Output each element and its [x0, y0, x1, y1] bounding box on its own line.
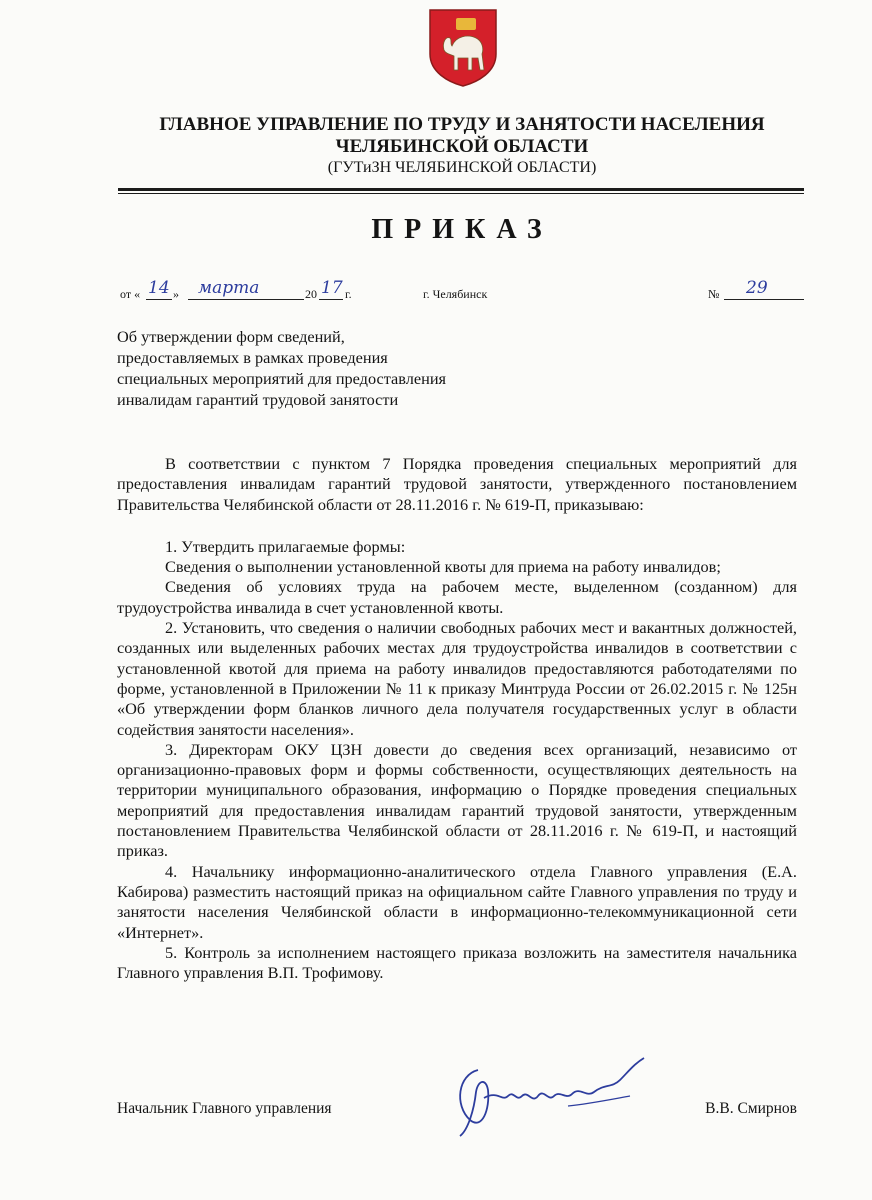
number-label: № — [708, 287, 720, 301]
header-divider-thin — [118, 193, 804, 194]
order-item-2: 2. Установить, что сведения о наличии свободных рабочих мест и вакантных должностей, созданных или выделенных рабочих местах для трудоустройства инвалидов в соответствии с установленной квотой для приема на работу инвалидов предоставляются работодателями по форме, установленной в Приложении № 11 к приказу Минтруда России от 26.02.2015 г. № 125н «Об утверждении форм бланков личного дела получателя государственных услуг в области содействия занятости населения». — [117, 618, 797, 739]
order-item-1-form-b: Сведения об условиях труда на рабочем месте, выделенном (созданном) для трудоустройства инвалида в счет установленной квоты. — [117, 577, 797, 617]
org-name-line-2: ЧЕЛЯБИНСКОЙ ОБЛАСТИ — [335, 136, 589, 157]
year-prefix: 20 — [305, 287, 317, 301]
handwritten-day: 14 — [148, 278, 170, 298]
document-type-heading: ПРИКАЗ — [371, 214, 553, 245]
signatory-name: В.В. Смирнов — [705, 1100, 797, 1117]
year-underline — [319, 299, 343, 300]
document-subject — [117, 326, 537, 410]
handwritten-month: марта — [198, 278, 260, 298]
dateline — [118, 278, 804, 304]
subject-line: специальных мероприятий для предоставления — [117, 369, 447, 388]
order-item-5: 5. Контроль за исполнением настоящего приказа возложить на заместителя начальника Главного управления В.П. Трофимову. — [117, 942, 797, 983]
number-underline — [724, 299, 804, 300]
order-item-1-form-a: Сведения о выполнении установленной квоты для приема на работу инвалидов; — [165, 557, 721, 577]
order-item-1: 1. Утвердить прилагаемые формы: — [165, 536, 406, 556]
org-name-line-1: ГЛАВНОЕ УПРАВЛЕНИЕ ПО ТРУДУ И ЗАНЯТОСТИ НАСЕЛЕНИЯ — [159, 114, 765, 135]
coat-of-arms-icon — [428, 8, 498, 88]
city-label: г. Челябинск — [423, 287, 488, 301]
date-from-label: от « — [120, 287, 141, 301]
handwritten-number: 29 — [746, 278, 768, 298]
preamble-paragraph: В соответствии с пунктом 7 Порядка проведения специальных мероприятий для предоставления инвалидам гарантий трудовой занятости, утвержденного постановлением Правительства Челябинской области от 28.11.2016 г. № 619-П, приказываю: — [117, 454, 797, 514]
date-quote-close: » — [173, 287, 179, 301]
year-suffix-label: г. — [345, 287, 352, 301]
organization-short-name: (ГУТиЗН ЧЕЛЯБИНСКОЙ ОБЛАСТИ) — [327, 159, 597, 176]
organization-name — [100, 114, 824, 158]
handwritten-year: 17 — [321, 278, 343, 298]
order-item-3: 3. Директорам ОКУ ЦЗН довести до сведения всех организаций, независимо от организационно-правовых форм и формы собственности, осуществляющих деятельность на территории муниципального образования, информацию о Порядке проведения специальных мероприятий для предоставления инвалидам гарантий трудовой занятости, утвержденным постановлением Правительства Челябинской области от 28.11.2016 г. № 619-П, и настоящий приказ. — [117, 739, 797, 861]
signature-block — [117, 1100, 797, 1120]
subject-line: инвалидам гарантий трудовой занятости — [117, 390, 399, 409]
signatory-position: Начальник Главного управления — [117, 1100, 332, 1117]
handwritten-signature — [448, 1050, 658, 1140]
subject-line: Об утверждении форм сведений, — [117, 327, 345, 346]
month-underline — [188, 299, 304, 300]
document-body — [117, 454, 797, 983]
order-item-4: 4. Начальнику информационно-аналитического отдела Главного управления (Е.А. Кабирова) разместить настоящий приказ на официальном сайте Главного управления по труду и занятости населения Челябинской области в информационно-телекоммуникационной сети «Интернет». — [117, 861, 797, 942]
day-underline — [146, 299, 172, 300]
subject-line: предоставляемых в рамках проведения — [117, 348, 388, 367]
header-divider-thick — [118, 188, 804, 191]
